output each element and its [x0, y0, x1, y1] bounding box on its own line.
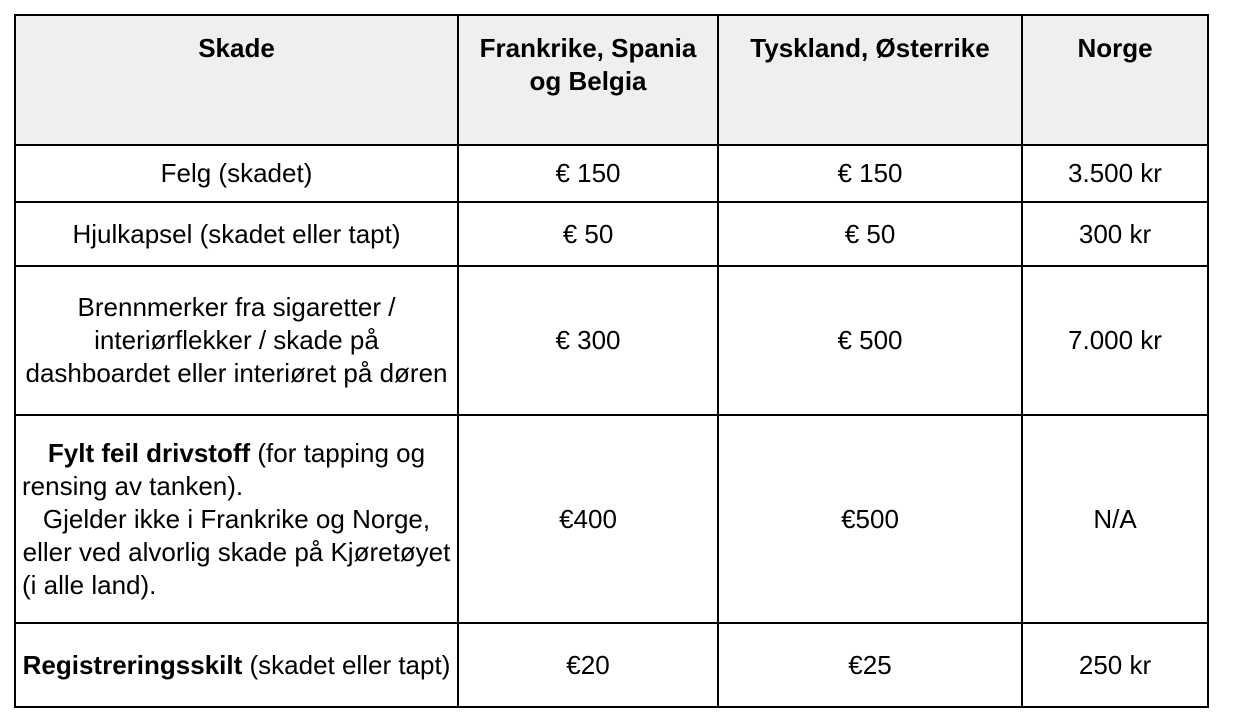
- header-tyskland-osterrike: Tyskland, Østerrike: [718, 15, 1022, 145]
- cell-norge: N/A: [1022, 415, 1208, 623]
- cell-frankrike-spania-belgia: € 50: [458, 202, 718, 266]
- table-row: [15, 266, 1208, 415]
- cell-skade: [15, 623, 458, 707]
- table-row: [15, 145, 1208, 202]
- cell-tyskland-osterrike: € 500: [718, 266, 1022, 415]
- cell-skade-bold-label: Fylt feil drivstoff: [47, 437, 251, 468]
- damage-fee-table: [14, 14, 1209, 708]
- cell-norge: 3.500 kr: [1022, 145, 1208, 202]
- cell-tyskland-osterrike: €500: [718, 415, 1022, 623]
- cell-norge: 300 kr: [1022, 202, 1208, 266]
- table-header-row: [15, 15, 1208, 145]
- cell-tyskland-osterrike: € 50: [718, 202, 1022, 266]
- cell-norge: 250 kr: [1022, 623, 1208, 707]
- cell-norge: 7.000 kr: [1022, 266, 1208, 415]
- cell-frankrike-spania-belgia: € 150: [458, 145, 718, 202]
- table-row: [15, 415, 1208, 623]
- cell-skade: Felg (skadet): [15, 145, 458, 202]
- cell-skade-note: Gjelder ikke i Frankrike og Norge, eller ved alvorlig skade på Kjøretøyet (i alle land).: [22, 503, 451, 600]
- cell-skade: Hjulkapsel (skadet eller tapt): [15, 202, 458, 266]
- cell-skade-detail: (for tapping og rensing av tanken).: [22, 437, 426, 501]
- cell-tyskland-osterrike: €25: [718, 623, 1022, 707]
- table-row: [15, 202, 1208, 266]
- cell-skade: [15, 415, 458, 623]
- header-frankrike-spania-belgia: Frankrike, Spania og Belgia: [458, 15, 718, 145]
- cell-skade-detail: (skadet eller tapt): [242, 649, 451, 680]
- header-norge: Norge: [1022, 15, 1208, 145]
- cell-frankrike-spania-belgia: € 300: [458, 266, 718, 415]
- header-skade: Skade: [15, 15, 458, 145]
- cell-frankrike-spania-belgia: €20: [458, 623, 718, 707]
- cell-frankrike-spania-belgia: €400: [458, 415, 718, 623]
- cell-skade: Brennmerker fra sigaretter / interiørflekker / skade på dashboardet eller interiøret på døren: [15, 266, 458, 415]
- cell-tyskland-osterrike: € 150: [718, 145, 1022, 202]
- table-row: [15, 623, 1208, 707]
- cell-skade-bold-label: Registreringsskilt: [22, 649, 243, 680]
